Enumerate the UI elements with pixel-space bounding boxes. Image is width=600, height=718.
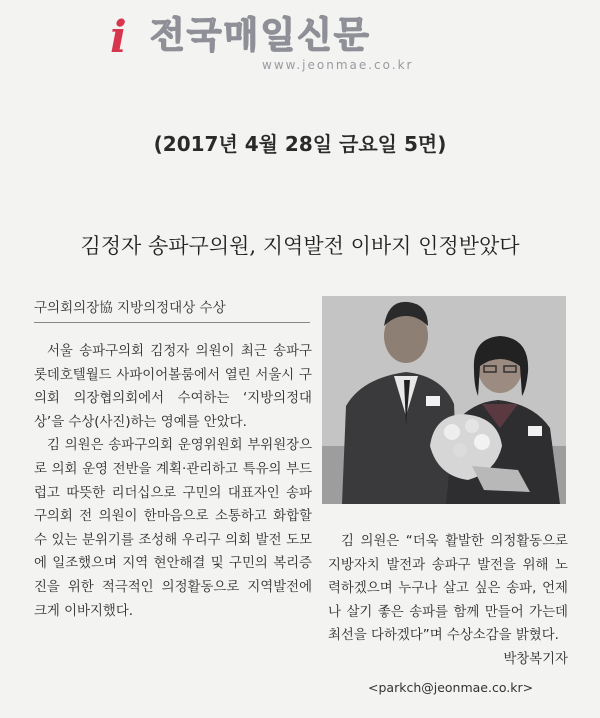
article-subhead: 구의회의장協 지방의정대상 수상 (34, 300, 226, 316)
reporter-email: <parkch@jeonmae.co.kr> (368, 680, 534, 695)
newspaper-name: 전국매일신문 (150, 15, 371, 56)
byline: 박창복기자 (503, 651, 568, 667)
edition-date: (2017년 4월 28일 금요일 5면) (153, 132, 447, 156)
subhead-divider (34, 322, 310, 323)
award-photo (322, 296, 566, 504)
newspaper-url: www.jeonmae.co.kr (262, 58, 414, 72)
article-body (34, 340, 312, 623)
logo-mark: i (110, 12, 127, 63)
closing-paragraph: 김 의원은 “더욱 활발한 의정활동으로 지방자치 발전과 송파구 발전을 위해 노력하겠으며 누구나 살고 싶은 송파, 언제나 살기 좋은 송파를 함께 만들어 가는데 최선을 다하겠다”며 수상소감을 밝혔다. (328, 534, 568, 644)
body-paragraph: 김 의원은 송파구의회 운영위원회 부위원장으로 의회 운영 전반을 계획·관리하고 특유의 부드럽고 따뜻한 리더십으로 구민의 대표자인 송파구의회 전 의원이 한마음으로 소통하고 화합할 수 있는 분위기를 조성해 우리구 의회 발전 도모에 일조했으며 지역 현안해결 및 구민의 복리증진을 위한 적극적인 의정활동으로 지역발전에 크게 이바지했다. (34, 438, 312, 619)
article-side-column (328, 530, 568, 672)
masthead (0, 0, 600, 80)
award-photo-illustration (322, 296, 566, 504)
article-headline: 김정자 송파구의원, 지역발전 이바지 인정받았다 (80, 234, 520, 258)
body-paragraph: 서울 송파구의회 김정자 의원이 최근 송파구 롯데호텔월드 사파이어볼룸에서 열린 서울시 구의회 의장협의회에서 수여하는 ‘지방의정대상’을 수상(사진)하는 영예를 안았다. (34, 344, 312, 430)
